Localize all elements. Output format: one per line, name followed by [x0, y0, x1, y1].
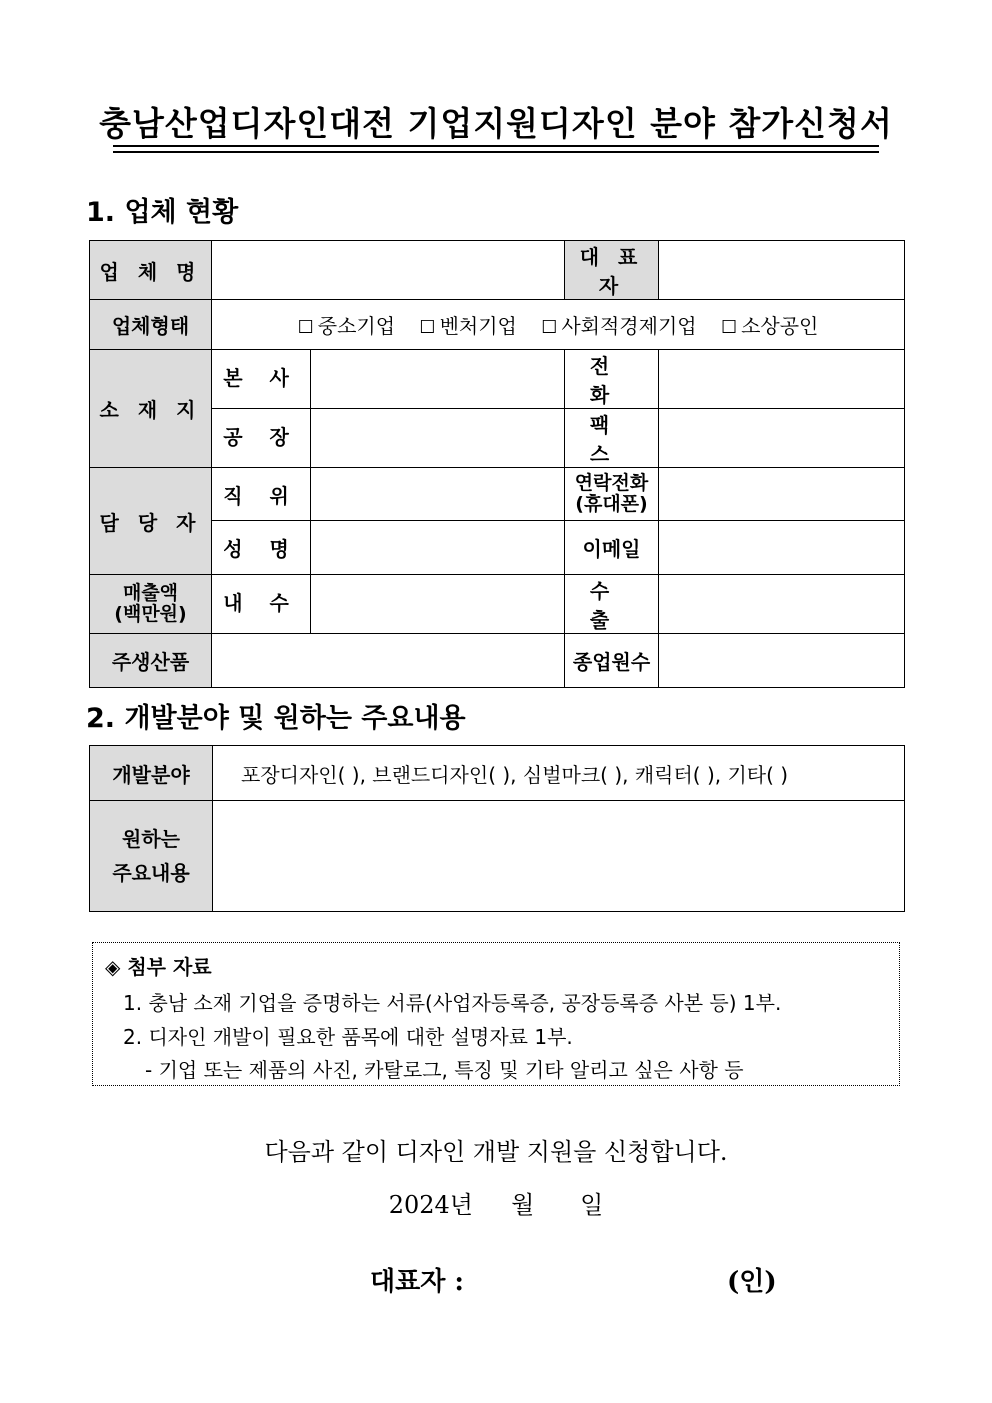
field-label: 개발분야 [90, 746, 213, 801]
mobile-label-line1: 연락전화 [574, 472, 649, 494]
application-date: 2024년 월 일 [388, 1191, 604, 1219]
sales-label [90, 575, 212, 634]
company-type-label: 업체형태 [90, 300, 212, 350]
main-product-field[interactable] [212, 634, 565, 688]
head-office-field[interactable] [311, 350, 565, 409]
employees-label: 종업원수 [565, 634, 659, 688]
checkbox-icon: ☐ [419, 317, 436, 338]
field-options[interactable]: 포장디자인( ), 브랜드디자인( ), 심벌마크( ), 캐릭터( ), 기타( ) [213, 746, 905, 801]
attachments-title: ◈ 첨부 자료 [105, 955, 212, 979]
checkbox-icon: ☐ [720, 317, 738, 338]
name-field[interactable] [311, 521, 565, 575]
content-field[interactable] [213, 801, 905, 912]
domestic-label: 내 수 [212, 575, 311, 634]
mobile-label [565, 468, 659, 521]
content-label [90, 801, 213, 912]
section1-heading: 1. 업체 현황 [86, 197, 239, 228]
page-title: 충남산업디자인대전 기업지원디자인 분야 참가신청서 [99, 104, 893, 143]
factory-label: 공 장 [212, 409, 311, 468]
sales-label-line1: 매출액 [122, 582, 179, 604]
company-info-table [89, 240, 905, 688]
name-label: 성 명 [212, 521, 311, 575]
factory-field[interactable] [311, 409, 565, 468]
company-type-options [212, 300, 905, 350]
head-office-label: 본 사 [212, 350, 311, 409]
company-name-label: 업 체 명 [90, 241, 212, 300]
position-label: 직 위 [212, 468, 311, 521]
signature-ceo-label: 대표자 : [370, 1267, 464, 1297]
checkbox-icon: ☐ [541, 317, 558, 338]
option-label: 사회적경제기업 [561, 314, 697, 338]
location-label: 소 재 지 [90, 350, 212, 468]
fax-label: 팩 스 [565, 409, 659, 468]
ceo-label: 대 표 자 [565, 241, 659, 300]
export-label: 수 출 [565, 575, 659, 634]
content-label-line2: 주요내용 [112, 861, 190, 885]
development-table [89, 745, 905, 912]
main-product-label: 주생산품 [90, 634, 212, 688]
title-underline-double [113, 151, 879, 153]
company-type-option-social[interactable] [541, 314, 696, 338]
title-underline [113, 145, 879, 147]
section2-heading: 2. 개발분야 및 원하는 주요내용 [86, 703, 466, 734]
attachment-item-2: 2. 디자인 개발이 필요한 품목에 대한 설명자료 1부. [123, 1025, 573, 1049]
mobile-field[interactable] [659, 468, 905, 521]
company-type-option-small-business[interactable] [721, 314, 818, 338]
email-field[interactable] [659, 521, 905, 575]
option-label: 중소기업 [317, 314, 396, 338]
company-type-option-venture[interactable] [419, 314, 516, 338]
company-type-option-sme[interactable] [298, 314, 395, 338]
mobile-label-line2: (휴대폰) [575, 493, 648, 515]
application-statement: 다음과 같이 디자인 개발 지원을 신청합니다. [264, 1138, 728, 1166]
fax-field[interactable] [659, 409, 905, 468]
employees-field[interactable] [659, 634, 905, 688]
seal-mark: (인) [727, 1267, 777, 1297]
attachment-item-1: 1. 충남 소재 기업을 증명하는 서류(사업자등록증, 공장등록증 사본 등) 1부. [123, 991, 782, 1015]
sales-label-line2: (백만원) [114, 603, 187, 625]
content-label-line1: 원하는 [122, 827, 180, 851]
email-label: 이메일 [565, 521, 659, 575]
option-label: 벤처기업 [439, 314, 517, 338]
phone-field[interactable] [659, 350, 905, 409]
domestic-sales-field[interactable] [311, 575, 565, 634]
manager-label: 담 당 자 [90, 468, 212, 575]
export-sales-field[interactable] [659, 575, 905, 634]
ceo-field[interactable] [659, 241, 905, 300]
phone-label: 전 화 [565, 350, 659, 409]
company-name-field[interactable] [212, 241, 565, 300]
attachment-item-note: - 기업 또는 제품의 사진, 카탈로그, 특징 및 기타 알리고 싶은 사항 등 [145, 1058, 744, 1082]
position-field[interactable] [311, 468, 565, 521]
option-label: 소상공인 [741, 314, 819, 338]
checkbox-icon: ☐ [297, 317, 314, 338]
attachments-box [92, 942, 900, 1086]
